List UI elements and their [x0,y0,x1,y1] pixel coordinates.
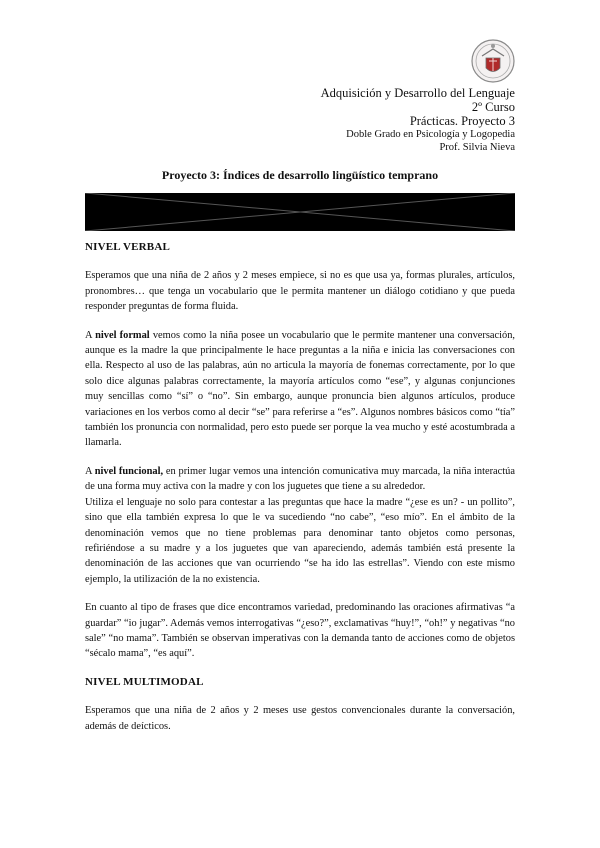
degree-name: Doble Grado en Psicología y Logopedia [346,129,515,140]
paragraph-functional-level: A nivel funcional, en primer lugar vemos una intención comunicativa muy marcada, la niña interactúa de una forma muy activa con la madre y con los juguetes que tiene a su alrededor. [85,465,515,493]
university-seal-icon [470,36,516,86]
paragraph-formal-level: A nivel formal vemos como la niña posee un vocabulario que le permite mantener una conversación, aunque es la madre la que principalmente le hace preguntas a la niña e inicia las conversaciones con ella. Respecto al uso de las palabras, aún no articula la mayoría de fonemas correctamente, por lo que solo dice algunas palabras correctamente, la mayoría artículos como “ese”, y algunas conjunciones muy sencillas como “sí” o “no”. Sin embargo, aunque pronuncia bien algunos artículos, produce variaciones en los verbos como al decir “se” para referirse a “es”. Algunos nombres básicos como “tía” también los pronuncia con normalidad, pero esto puede ser porque la vea mucho y esté acostumbrada a llamarla. [85,329,515,449]
section-heading-verbal: NIVEL VERBAL [85,241,171,253]
page-title: Proyecto 3: Índices de desarrollo lingüístico temprano [161,168,439,182]
paragraph-language-use: Utiliza el lenguaje no solo para contestar a las preguntas que hace la madre “¿ese es un? - un pollito”, sino que ella también expresa lo que le va sucediendo “no cabe”, “eso mío”. En el ámbito de la denominación vemos que no tiene problemas para denominar tanto objetos como personas, refiriéndose a su madre y a los juguetes que van apareciendo, además también está presente la denominación de las acciones que van ocurriendo “se ha ido las estrellas”. Viendo con este mismo ejemplo, la utilización de la no existencia. [85,496,515,585]
professor-name: Prof. Silvia Nieva [439,142,515,153]
practice-label: Prácticas. Proyecto 3 [409,114,515,128]
course-name: Adquisición y Desarrollo del Lenguaje [320,86,515,100]
formal-level-term: nivel formal [95,329,150,341]
paragraph-verbal-intro: Esperamos que una niña de 2 años y 2 meses empiece, si no es que usa ya, formas plurales, artículos, pronombres… que tenga un vocabulario que le permita mantener un diálogo cotidiano y que pueda responder preguntas de forma fluida. [85,270,515,313]
redaction-cross-icon [85,193,515,231]
document-body [85,240,515,747]
section-heading-multimodal: NIVEL MULTIMODAL [85,675,204,688]
course-year: 2º Curso [471,100,515,114]
paragraph-sentence-types: En cuanto al tipo de frases que dice encontramos variedad, predominando las oraciones afirmativas “a guardar” “io jugar”. Además vemos interrogativas “¿eso?”, exclamativas “huy!”, “oh!” y negativas “no sale” “no mama”. También se observan imperativas con la demanda tanto de acciones como de objetos “sécalo mama”, “es aquí”. [85,602,515,660]
functional-level-term: nivel funcional, [94,465,164,477]
paragraph-multimodal-intro: Esperamos que una niña de 2 años y 2 meses use gestos convencionales durante la conversación, además de deícticos. [85,705,515,732]
redacted-block [85,193,515,231]
document-header [321,86,515,154]
